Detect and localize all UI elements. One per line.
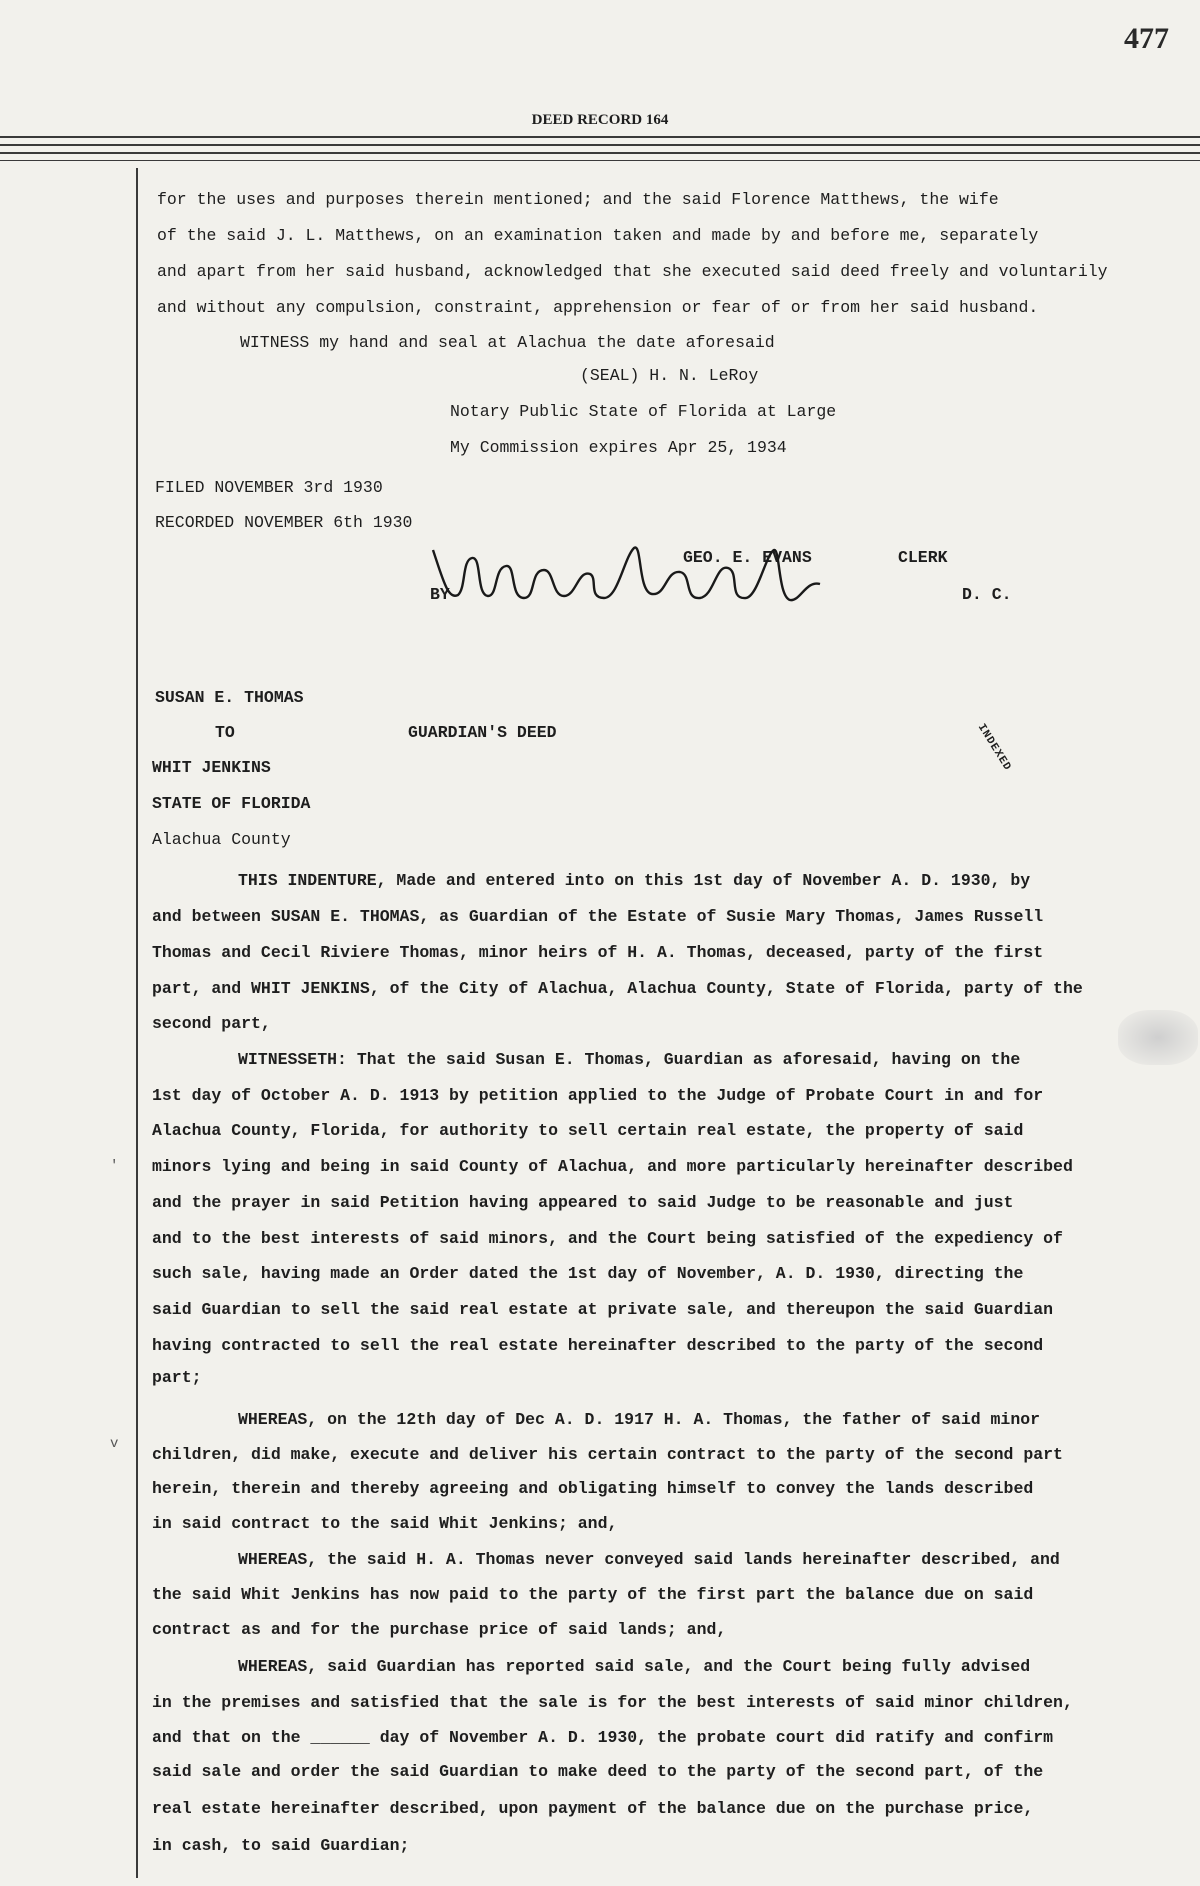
text-line: and the prayer in said Petition having appeared to said Judge to be reasonable and just [152, 1193, 1014, 1212]
text-line: 1st day of October A. D. 1913 by petition applied to the Judge of Probate Court in and for [152, 1086, 1044, 1105]
text-line: WHEREAS, the said H. A. Thomas never conveyed said lands hereinafter described, and [238, 1550, 1060, 1569]
text-line: and apart from her said husband, acknowledged that she executed said deed freely and voluntarily [157, 262, 1108, 281]
clerk-title: CLERK [898, 548, 948, 567]
text-line: for the uses and purposes therein mentioned; and the said Florence Matthews, the wife [157, 190, 999, 209]
text-line: Alachua County, Florida, for authority to sell certain real estate, the property of said [152, 1121, 1024, 1140]
margin-mark: v [110, 1436, 119, 1452]
text-line: WITNESS my hand and seal at Alachua the date aforesaid [240, 333, 775, 352]
header-rule-4 [0, 160, 1200, 161]
text-line: in cash, to said Guardian; [152, 1836, 410, 1855]
text-line: in said contract to the said Whit Jenkins; and, [152, 1514, 618, 1533]
text-line: children, did make, execute and deliver his certain contract to the party of the second part [152, 1445, 1063, 1464]
recorded-line: RECORDED NOVEMBER 6th 1930 [155, 513, 413, 532]
text-line: WHEREAS, said Guardian has reported said sale, and the Court being fully advised [238, 1657, 1031, 1676]
text-line: and without any compulsion, constraint, apprehension or fear of or from her said husband. [157, 298, 1039, 317]
margin-rule [136, 168, 138, 1878]
text-line: of the said J. L. Matthews, on an examination taken and made by and before me, separately [157, 226, 1039, 245]
running-head: DEED RECORD 164 [531, 112, 669, 128]
text-line: said sale and order the said Guardian to make deed to the party of the second part, of the [152, 1762, 1044, 1781]
clerk-name: GEO. E. EVANS [683, 548, 812, 567]
grantor-name: SUSAN E. THOMAS [155, 688, 304, 707]
text-line: the said Whit Jenkins has now paid to the party of the first part the balance due on said [152, 1585, 1034, 1604]
text-line: having contracted to sell the real estate hereinafter described to the party of the second [152, 1336, 1044, 1355]
text-line: said Guardian to sell the said real estate at private sale, and thereupon the said Guardian [152, 1300, 1054, 1319]
text-line: and to the best interests of said minors, and the Court being satisfied of the expediency of [152, 1229, 1063, 1248]
deed-title: GUARDIAN'S DEED [408, 723, 557, 742]
text-line: part, and WHIT JENKINS, of the City of Alachua, Alachua County, State of Florida, party of the [152, 979, 1083, 998]
page-smudge [1118, 1010, 1198, 1065]
header-rule-1 [0, 136, 1200, 138]
handwritten-signature [428, 540, 828, 620]
state-label: STATE OF FLORIDA [152, 794, 311, 813]
margin-mark: ' [110, 1158, 119, 1174]
text-line: (SEAL) H. N. LeRoy [580, 366, 759, 385]
text-line: second part, [152, 1014, 271, 1033]
text-line: in the premises and satisfied that the sale is for the best interests of said minor children, [152, 1693, 1073, 1712]
header-rule-3 [0, 152, 1200, 154]
page-number: 477 [1124, 22, 1169, 55]
grantee-name: WHIT JENKINS [152, 758, 271, 777]
text-line: Thomas and Cecil Riviere Thomas, minor heirs of H. A. Thomas, deceased, party of the first [152, 943, 1044, 962]
indexed-stamp: INDEXED [974, 722, 1014, 774]
text-line: WHEREAS, on the 12th day of Dec A. D. 1917 H. A. Thomas, the father of said minor [238, 1410, 1041, 1429]
text-line: such sale, having made an Order dated the 1st day of November, A. D. 1930, directing the [152, 1264, 1024, 1283]
county-label: Alachua County [152, 830, 291, 849]
text-line: real estate hereinafter described, upon payment of the balance due on the purchase price, [152, 1799, 1034, 1818]
text-line: part; [152, 1368, 202, 1387]
text-line: Notary Public State of Florida at Large [450, 402, 837, 421]
text-line: minors lying and being in said County of Alachua, and more particularly hereinafter described [152, 1157, 1073, 1176]
text-line: and between SUSAN E. THOMAS, as Guardian of the Estate of Susie Mary Thomas, James Russell [152, 907, 1044, 926]
text-line: contract as and for the purchase price of said lands; and, [152, 1620, 727, 1639]
text-line: THIS INDENTURE, Made and entered into on this 1st day of November A. D. 1930, by [238, 871, 1031, 890]
by-label: BY [430, 585, 450, 604]
filed-line: FILED NOVEMBER 3rd 1930 [155, 478, 383, 497]
header-rule-2 [0, 144, 1200, 146]
text-line: WITNESSETH: That the said Susan E. Thomas, Guardian as aforesaid, having on the [238, 1050, 1021, 1069]
text-line: and that on the ______ day of November A. D. 1930, the probate court did ratify and confirm [152, 1728, 1054, 1747]
dc-label: D. C. [962, 585, 1012, 604]
text-line: herein, therein and thereby agreeing and obligating himself to convey the lands described [152, 1479, 1034, 1498]
text-line: My Commission expires Apr 25, 1934 [450, 438, 787, 457]
to-label: TO [215, 723, 235, 742]
